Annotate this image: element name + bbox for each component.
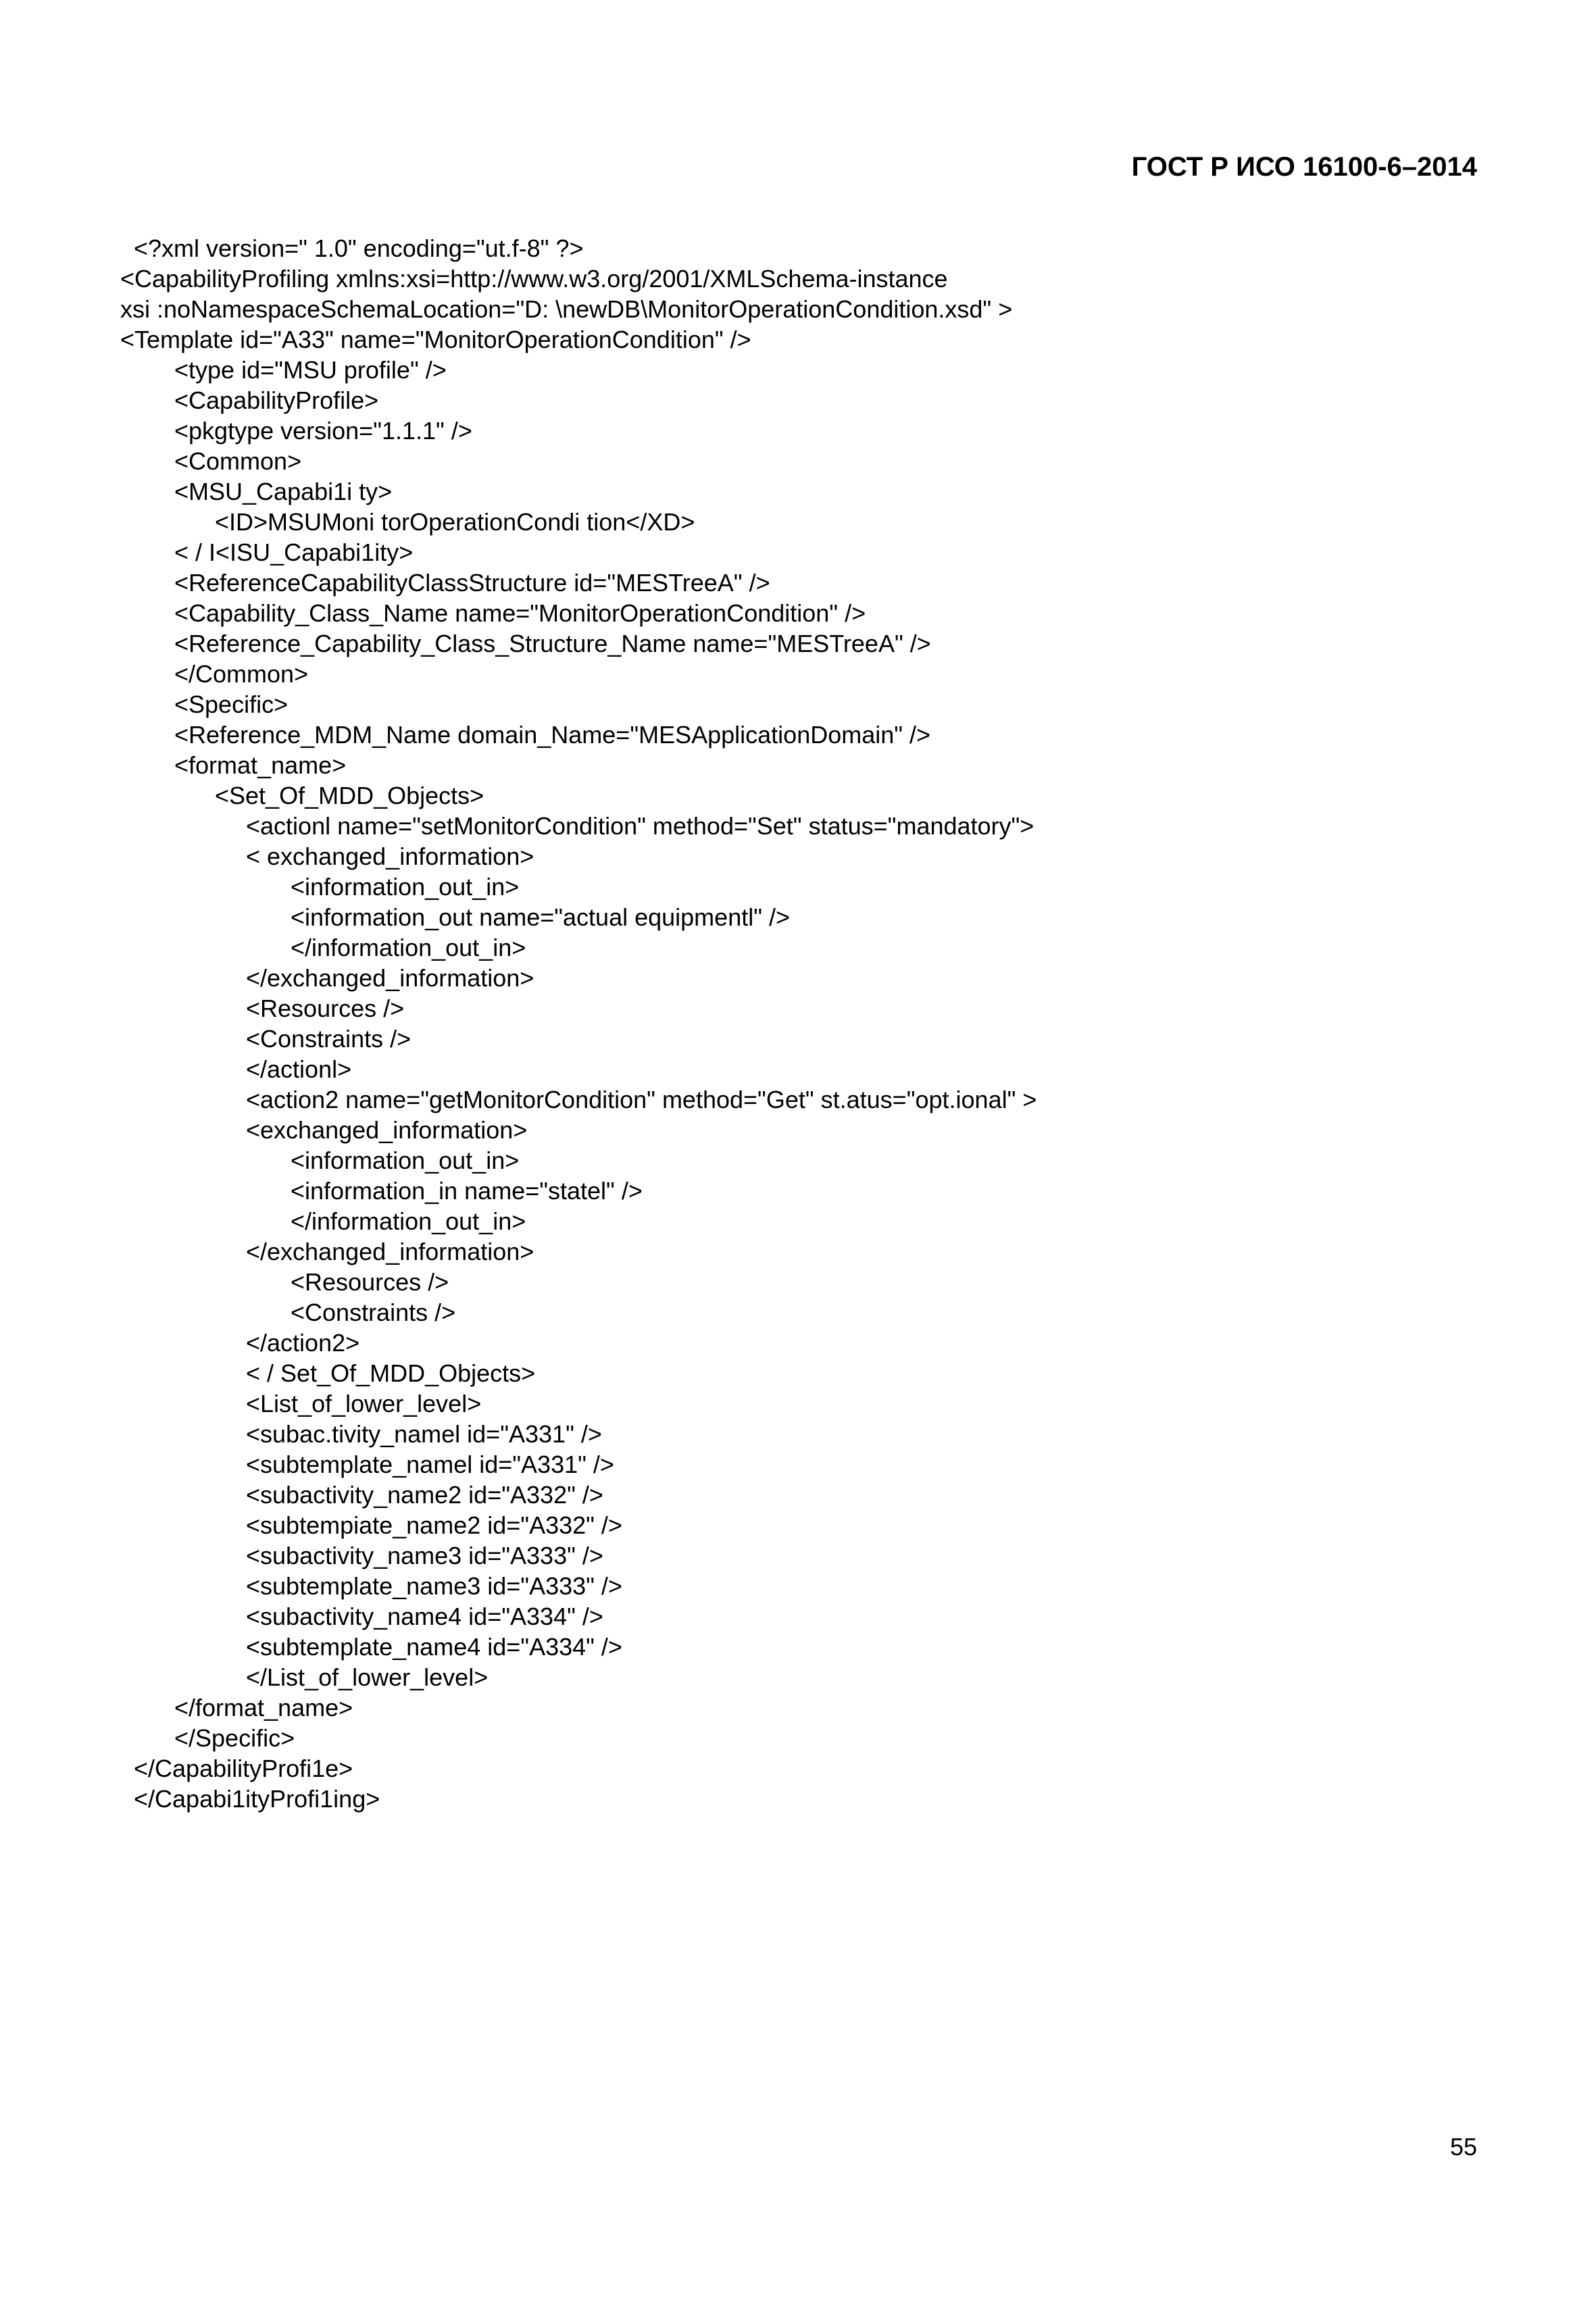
code-line (0, 1267, 1596, 1297)
code-line (0, 1662, 1596, 1692)
code-line (0, 1206, 1596, 1236)
code-line-text: </action2> (246, 1329, 360, 1357)
code-line-text: <List_of_lower_level> (246, 1390, 482, 1417)
code-line-text: < / I<ISU_Capabi1ity> (174, 538, 414, 566)
code-line-text: <Resources /> (291, 1268, 449, 1296)
code-line (0, 932, 1596, 963)
code-line (0, 263, 1596, 294)
code-line (0, 416, 1596, 446)
code-line-text: <actionl name="setMonitorCondition" method="Set" status="mandatory"> (246, 812, 1034, 840)
code-line (0, 598, 1596, 628)
code-line (0, 568, 1596, 598)
code-line (0, 1784, 1596, 1814)
code-line-text: <type id="MSU profile" /> (174, 356, 447, 384)
code-line (0, 1480, 1596, 1510)
code-line-text: <CapabilityProfile> (174, 386, 379, 414)
code-line-text: <Reference_MDM_Name domain_Name="MESApplicationDomain" /> (174, 721, 931, 749)
code-line-text: < / Set_Of_MDD_Objects> (246, 1359, 536, 1387)
code-line (0, 1388, 1596, 1419)
code-line (0, 993, 1596, 1024)
code-line (0, 537, 1596, 568)
code-line-text: <subtempiate_name2 id="A332" /> (246, 1511, 622, 1539)
code-line (0, 689, 1596, 720)
code-line (0, 1054, 1596, 1084)
code-line-text: <Common> (174, 447, 302, 475)
code-line (0, 780, 1596, 811)
code-line-text: <CapabilityProfiling xmlns:xsi=http://www.w3.org/2001/XMLSchema-instance (120, 265, 948, 293)
code-line (0, 324, 1596, 355)
code-line-text: <exchanged_information> (246, 1116, 528, 1144)
code-line (0, 628, 1596, 659)
code-line-text: <information_out name="actual equipmentl" /> (291, 903, 791, 931)
code-line (0, 446, 1596, 476)
code-line-text: </List_of_lower_level> (246, 1663, 489, 1691)
standard-designation: ГОСТ Р ИСО 16100-6–2014 (1131, 152, 1477, 182)
code-line (0, 841, 1596, 872)
code-line-text: <ID>MSUMoni torOperationCondi tion</XD> (215, 508, 695, 536)
code-line-text: </exchanged_information> (246, 1238, 534, 1265)
code-line (0, 1753, 1596, 1784)
code-line-text: <information_out_in> (291, 873, 520, 901)
page-number: 55 (1449, 2133, 1477, 2161)
code-line (0, 1328, 1596, 1358)
code-line-text: <information_out_in> (291, 1147, 520, 1174)
code-line (0, 1358, 1596, 1388)
code-line-text: <subtemplate_name4 id="A334" /> (246, 1633, 622, 1661)
code-line-text: </information_out_in> (291, 1207, 526, 1235)
code-line (0, 1297, 1596, 1328)
code-line (0, 476, 1596, 507)
code-line (0, 233, 1596, 263)
code-line (0, 1510, 1596, 1540)
code-line (0, 750, 1596, 780)
code-line (0, 659, 1596, 689)
code-line-text: </Specific> (174, 1724, 295, 1752)
code-line-text: </exchanged_information> (246, 964, 534, 992)
code-line (0, 963, 1596, 993)
code-line-text: <Capability_Class_Name name="MonitorOperationCondition" /> (174, 599, 866, 627)
code-line (0, 1145, 1596, 1176)
code-line (0, 902, 1596, 932)
code-line-text: <?xml version=" 1.0" encoding="ut.f-8" ?> (134, 234, 584, 262)
code-line-text: </CapabilityProfi1e> (134, 1755, 353, 1782)
code-line-text: <action2 name="getMonitorCondition" method="Get" st.atus="opt.ional" > (246, 1086, 1037, 1113)
code-line-text: < exchanged_information> (246, 842, 534, 870)
xml-listing (0, 233, 1596, 1814)
code-line (0, 1449, 1596, 1480)
code-line-text: <ReferenceCapabilityClassStructure id="MESTreeA" /> (174, 569, 770, 597)
code-line-text: <pkgtype version="1.1.1" /> (174, 417, 472, 445)
code-line-text: <Constraints /> (291, 1299, 456, 1326)
code-line-text: <format_name> (174, 751, 347, 779)
code-line-text: <subactivity_name3 id="A333" /> (246, 1542, 603, 1569)
code-line-text: </format_name> (174, 1694, 353, 1721)
code-line-text: xsi :noNamespaceSchemaLocation="D: \newDB\MonitorOperationCondition.xsd" > (120, 295, 1013, 323)
code-line (0, 294, 1596, 324)
code-line (0, 1115, 1596, 1145)
code-line (0, 1419, 1596, 1449)
code-line-text: <subac.tivity_namel id="A331" /> (246, 1420, 602, 1448)
code-line-text: <Specific> (174, 690, 289, 718)
code-line (0, 872, 1596, 902)
code-line (0, 1601, 1596, 1632)
code-line (0, 720, 1596, 750)
code-line (0, 1540, 1596, 1571)
code-line-text: <subactivity_name2 id="A332" /> (246, 1481, 603, 1509)
code-line-text: </Capabi1ityProfi1ing> (134, 1785, 380, 1813)
code-line (0, 1692, 1596, 1723)
code-line (0, 355, 1596, 385)
code-line-text: <Constraints /> (246, 1025, 412, 1053)
code-line-text: </actionl> (246, 1055, 352, 1083)
code-line (0, 1632, 1596, 1662)
code-line (0, 1084, 1596, 1115)
code-line (0, 811, 1596, 841)
code-line-text: </information_out_in> (291, 934, 526, 961)
code-line (0, 385, 1596, 416)
code-line-text: <subtemplate_namel id="A331" /> (246, 1451, 614, 1478)
code-line (0, 1176, 1596, 1206)
code-line (0, 1024, 1596, 1054)
code-line (0, 1236, 1596, 1267)
code-line-text: <information_in name="statel" /> (291, 1177, 643, 1205)
code-line-text: <Resources /> (246, 995, 405, 1022)
code-line (0, 507, 1596, 537)
code-line-text: <Set_Of_MDD_Objects> (215, 782, 484, 809)
code-line-text: </Common> (174, 660, 309, 688)
code-line (0, 1571, 1596, 1601)
code-line-text: <subactivity_name4 id="A334" /> (246, 1603, 603, 1630)
code-line-text: <MSU_Capabi1i ty> (174, 478, 393, 505)
code-line (0, 1723, 1596, 1753)
code-line-text: <Template id="A33" name="MonitorOperationCondition" /> (120, 326, 751, 353)
code-line-text: <Reference_Capability_Class_Structure_Name name="MESTreeA" /> (174, 630, 931, 657)
code-line-text: <subtemplate_name3 id="A333" /> (246, 1572, 622, 1600)
